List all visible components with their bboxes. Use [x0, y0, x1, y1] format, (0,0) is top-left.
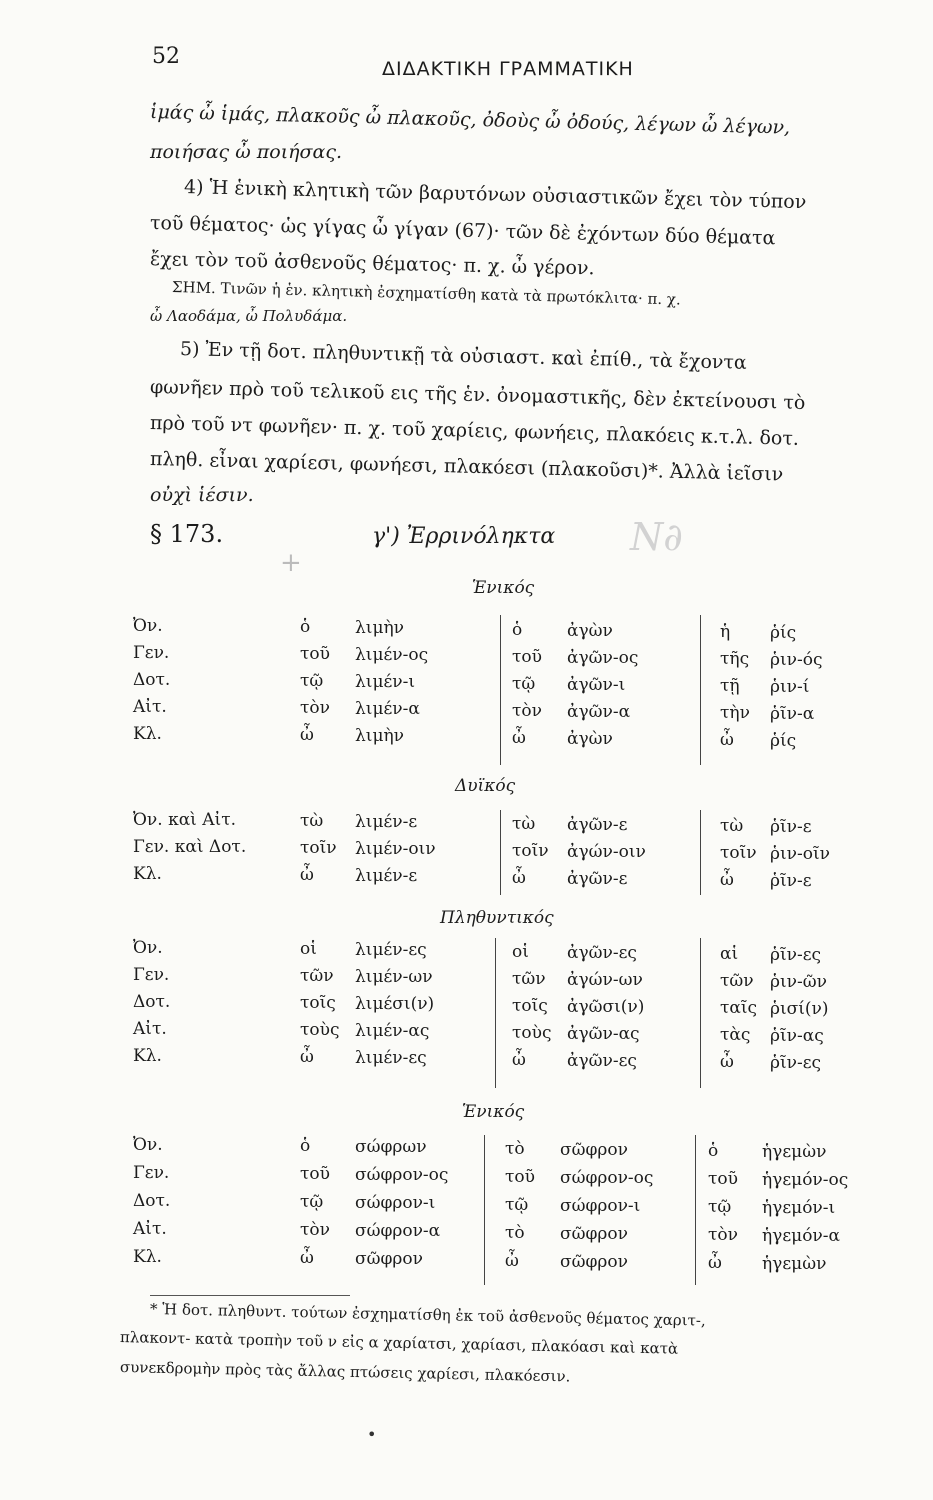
table-cell-form: σώφρον-ος — [560, 1168, 654, 1188]
table-cell-article: τοῖς — [300, 993, 336, 1013]
table-cell-form: ἀγῶσι(ν) — [567, 997, 645, 1017]
table-cell-case-label: Ὀν. — [133, 1135, 163, 1155]
table-cell-article: τοῦ — [512, 647, 542, 667]
table-cell-form: λιμέν-ες — [355, 1048, 427, 1068]
table-cell-article: τοῖν — [300, 838, 337, 858]
table-cell-article: τοῦ — [300, 1164, 330, 1184]
table-cell-article: ὁ — [300, 617, 311, 637]
page-number: 52 — [152, 44, 180, 69]
table-cell-form: ἀγὼν — [567, 729, 613, 749]
table-cell-form: ἀγὼν — [567, 621, 613, 641]
table-cell-form: σῶφρον — [560, 1140, 628, 1160]
footnote-line: συνεκδρομὴν πρὸς τὰς ἄλλας πτώσεις χαρίεσι, πλακόεσιν. — [119, 1358, 571, 1386]
table-cell-form: ἀγών-οιν — [567, 842, 646, 862]
table-cell-form: ῥίς — [770, 623, 797, 643]
table-cell-article: ὦ — [512, 1050, 526, 1070]
table-cell-form: ῥιν-ῶν — [770, 972, 827, 992]
table-cell-article: τὸν — [512, 701, 542, 721]
table-cell-form: ἀγῶν-ι — [567, 675, 626, 695]
column-divider — [700, 810, 701, 895]
table-cell-article: τοῦ — [300, 644, 330, 664]
table-cell-article: ἡ — [720, 622, 731, 642]
table-cell-case-label: Αἰτ. — [133, 1019, 167, 1039]
table-cell-article: τὸν — [300, 698, 330, 718]
table-cell-form: σῶφρον — [560, 1252, 628, 1272]
table-cell-article: ταῖς — [720, 998, 758, 1018]
table-cell-form: ἡγεμὼν — [762, 1142, 827, 1162]
table-cell-article: τῶν — [720, 971, 754, 991]
table-cell-form: ῥισί(ν) — [770, 999, 829, 1019]
faint-plus-mark: + — [280, 548, 302, 578]
table-cell-article: ὁ — [708, 1141, 719, 1161]
table-cell-form: λιμὴν — [355, 618, 405, 638]
table-cell-article: τοῦ — [708, 1169, 738, 1189]
table-cell-article: ὦ — [512, 728, 526, 748]
table-cell-article: ὦ — [300, 725, 314, 745]
table-cell-form: σώφρον-ι — [560, 1196, 641, 1216]
table-cell-form: λιμέν-οιν — [355, 839, 436, 859]
table-cell-form: ῥῖν-ες — [770, 945, 822, 965]
table-cell-article: ὦ — [505, 1251, 519, 1271]
table-cell-case-label: Κλ. — [133, 864, 162, 884]
running-title: ΔΙΔΑΚΤΙΚΗ ΓΡΑΜΜΑΤΙΚΗ — [382, 58, 634, 80]
rule-5-line: πληθ. εἶναι χαρίεσι, φωνήεσι, πλακόεσι (πλακοῦσι)*. Ἀλλὰ ἱεῖσιν — [149, 448, 784, 486]
subheading-singular-2: Ἑνικός — [462, 1102, 525, 1122]
rule-5-line: 5) Ἐν τῇ δοτ. πληθυντικῇ τὰ οὐσιαστ. καὶ ἐπίθ., τὰ ἔχοντα — [179, 338, 748, 374]
ink-dot: • — [367, 1425, 377, 1444]
table-cell-form: ῥῖν-ε — [770, 871, 812, 891]
column-divider — [700, 615, 701, 765]
footnote-line: πλακοντ- κατὰ τροπὴν τοῦ ν εἰς α χαρίατσι, χαρίασι, πλακόασι καὶ κατὰ — [119, 1328, 679, 1358]
table-cell-article: τὴν — [720, 703, 750, 723]
table-cell-form: ἀγῶν-ε — [567, 815, 628, 835]
table-cell-form: ῥῖν-ε — [770, 817, 812, 837]
column-divider — [700, 938, 701, 1088]
table-cell-form: λιμὴν — [355, 726, 405, 746]
table-cell-form: λιμέν-ας — [355, 1021, 430, 1041]
table-cell-form: ἡγεμὼν — [762, 1254, 827, 1274]
table-cell-form: ἀγῶν-ας — [567, 1024, 640, 1044]
table-cell-case-label: Δοτ. — [133, 1191, 171, 1211]
table-cell-form: σώφρων — [355, 1137, 427, 1157]
table-cell-form: σῶφρον — [560, 1224, 628, 1244]
table-cell-article: αἱ — [720, 944, 739, 964]
rule-5-line: φωνῆεν πρὸ τοῦ τελικοῦ εις τῆς ἑν. ὀνομαστικῆς, δὲν ἐκτείνουσι τὸ — [149, 376, 806, 415]
table-cell-form: λιμέν-ος — [355, 645, 429, 665]
table-cell-article: τὼ — [300, 811, 324, 831]
table-cell-form: ἀγών-ων — [567, 970, 643, 990]
rule-4-line: τοῦ θέματος· ὡς γίγας ὦ γίγαν (67)· τῶν δὲ ἐχόντων δύο θέματα — [149, 212, 776, 250]
table-cell-article: ὦ — [512, 868, 526, 888]
table-cell-case-label: Αἰτ. — [133, 697, 167, 717]
table-cell-article: οἱ — [512, 942, 529, 962]
table-cell-form: ἡγεμόν-α — [762, 1226, 840, 1246]
table-cell-article: τῷ — [300, 671, 324, 691]
table-cell-form: σώφρον-α — [355, 1221, 441, 1241]
table-cell-article: ὦ — [300, 1047, 314, 1067]
table-cell-case-label: Γεν. — [133, 643, 170, 663]
section-title: γ') Ἐρρινόληκτα — [372, 524, 556, 549]
table-cell-article: τῆς — [720, 649, 750, 669]
table-cell-article: τὼ — [720, 816, 744, 836]
table-cell-article: τῷ — [512, 674, 536, 694]
table-cell-article: τὸν — [708, 1225, 738, 1245]
table-cell-case-label: Γεν. καὶ Δοτ. — [133, 837, 247, 857]
table-cell-form: ἀγῶν-ες — [567, 943, 637, 963]
table-cell-case-label: Δοτ. — [133, 670, 171, 690]
column-divider — [500, 810, 501, 895]
table-cell-case-label: Γεν. — [133, 1163, 170, 1183]
subheading-dual: Δυϊκός — [455, 776, 516, 796]
table-cell-article: ὦ — [300, 1248, 314, 1268]
table-cell-article: τὸ — [505, 1223, 525, 1243]
table-cell-form: λιμέν-ι — [355, 672, 416, 692]
table-cell-form: ῥιν-ός — [770, 650, 823, 670]
footnote-line: * Ἡ δοτ. πληθυντ. τούτων ἐσχηματίσθη ἐκ τοῦ ἀσθενοῦς θέματος χαριτ-, — [149, 1300, 706, 1330]
table-cell-article: τῷ — [300, 1192, 324, 1212]
table-cell-form: σώφρον-ι — [355, 1193, 436, 1213]
table-cell-form: ἀγῶν-ες — [567, 1051, 637, 1071]
table-cell-article: τὸν — [300, 1220, 330, 1240]
table-cell-article: ὦ — [300, 865, 314, 885]
column-divider — [495, 938, 496, 1088]
footnote-rule — [150, 1295, 350, 1296]
rule-5-line: οὐχὶ ἱέσιν. — [150, 484, 254, 506]
table-cell-form: λιμέν-ων — [355, 967, 433, 987]
table-cell-case-label: Ὀν. — [133, 616, 163, 636]
table-cell-article: τοῦ — [505, 1167, 535, 1187]
table-cell-form: ἀγῶν-ε — [567, 869, 628, 889]
column-divider — [500, 615, 501, 765]
table-cell-case-label: Γεν. — [133, 965, 170, 985]
faint-handwriting: Ν∂ — [630, 515, 683, 559]
table-cell-form: ἀγῶν-α — [567, 702, 631, 722]
table-cell-form: ῥιν-οῖν — [770, 844, 830, 864]
table-cell-form: ἡγεμόν-ος — [762, 1170, 849, 1190]
table-cell-form: ῥῖν-α — [770, 704, 815, 724]
table-cell-article: τὰς — [720, 1025, 751, 1045]
table-cell-article: τῶν — [300, 966, 334, 986]
section-number: § 173. — [150, 520, 224, 548]
table-cell-article: τὼ — [512, 814, 536, 834]
table-cell-form: ἡγεμόν-ι — [762, 1198, 836, 1218]
note-line: ὦ Λαοδάμα, ὦ Πολυδάμα. — [150, 307, 348, 325]
table-cell-article: τοὺς — [300, 1020, 340, 1040]
table-cell-article: τοῖν — [720, 843, 757, 863]
table-cell-form: ἀγῶν-ος — [567, 648, 639, 668]
table-cell-article: τὸ — [505, 1139, 525, 1159]
table-cell-article: οἱ — [300, 939, 317, 959]
table-cell-case-label: Κλ. — [133, 1247, 162, 1267]
body-line: ποιήσας ὦ ποιήσας. — [150, 141, 343, 163]
table-cell-form: λιμέν-ε — [355, 812, 418, 832]
note-line: ΣΗΜ. Τινῶν ἡ ἑν. κλητικὴ ἐσχηματίσθη κατὰ τὰ πρωτόκλιτα· π. χ. — [171, 278, 681, 309]
table-cell-article: ὦ — [720, 1052, 734, 1072]
body-line: ἱμάς ὦ ἱμάς, πλακοῦς ὦ πλακοῦς, ὀδοὺς ὦ ὀδούς, λέγων ὦ λέγων, — [149, 101, 791, 139]
table-cell-form: ῥιν-ί — [770, 677, 810, 697]
table-cell-case-label: Κλ. — [133, 1046, 162, 1066]
table-cell-case-label: Ὀν. καὶ Αἰτ. — [133, 810, 237, 830]
table-cell-article: τοῖς — [512, 996, 548, 1016]
table-cell-case-label: Αἰτ. — [133, 1219, 167, 1239]
table-cell-form: λιμέσι(ν) — [355, 994, 435, 1014]
table-cell-article: ὁ — [512, 620, 523, 640]
table-cell-article: ὁ — [300, 1136, 311, 1156]
table-cell-article: τῇ — [720, 676, 740, 696]
table-cell-article: ὦ — [720, 730, 734, 750]
rule-5-line: πρὸ τοῦ ντ φωνῆεν· π. χ. τοῦ χαρίεις, φωνήεις, πλακόεις κ.τ.λ. δοτ. — [149, 412, 800, 450]
rule-4-line: ἔχει τὸν τοῦ ἀσθενοῦς θέματος· π. χ. ὦ γέρον. — [149, 248, 595, 280]
table-cell-article: ὦ — [708, 1253, 722, 1273]
table-cell-article: τοὺς — [512, 1023, 552, 1043]
table-cell-form: λιμέν-α — [355, 699, 420, 719]
table-cell-article: τῶν — [512, 969, 546, 989]
table-cell-case-label: Δοτ. — [133, 992, 171, 1012]
subheading-singular: Ἑνικός — [472, 578, 535, 598]
table-cell-article: ὦ — [720, 870, 734, 890]
table-cell-form: σώφρον-ος — [355, 1165, 449, 1185]
table-cell-article: τῷ — [708, 1197, 732, 1217]
table-cell-case-label: Ὀν. — [133, 938, 163, 958]
table-cell-article: τῷ — [505, 1195, 529, 1215]
table-cell-form: ῥίς — [770, 731, 797, 751]
table-cell-form: λιμέν-ε — [355, 866, 418, 886]
table-cell-form: ῥῖν-ες — [770, 1053, 822, 1073]
table-cell-form: σῶφρον — [355, 1249, 423, 1269]
column-divider — [695, 1135, 696, 1285]
table-cell-article: τοῖν — [512, 841, 549, 861]
rule-4-line: 4) Ἡ ἑνικὴ κλητικὴ τῶν βαρυτόνων οὐσιαστικῶν ἔχει τὸν τύπον — [183, 176, 807, 214]
column-divider — [484, 1135, 485, 1285]
table-cell-case-label: Κλ. — [133, 724, 162, 744]
table-cell-form: λιμέν-ες — [355, 940, 427, 960]
subheading-plural: Πληθυντικός — [440, 908, 554, 928]
table-cell-form: ῥῖν-ας — [770, 1026, 824, 1046]
